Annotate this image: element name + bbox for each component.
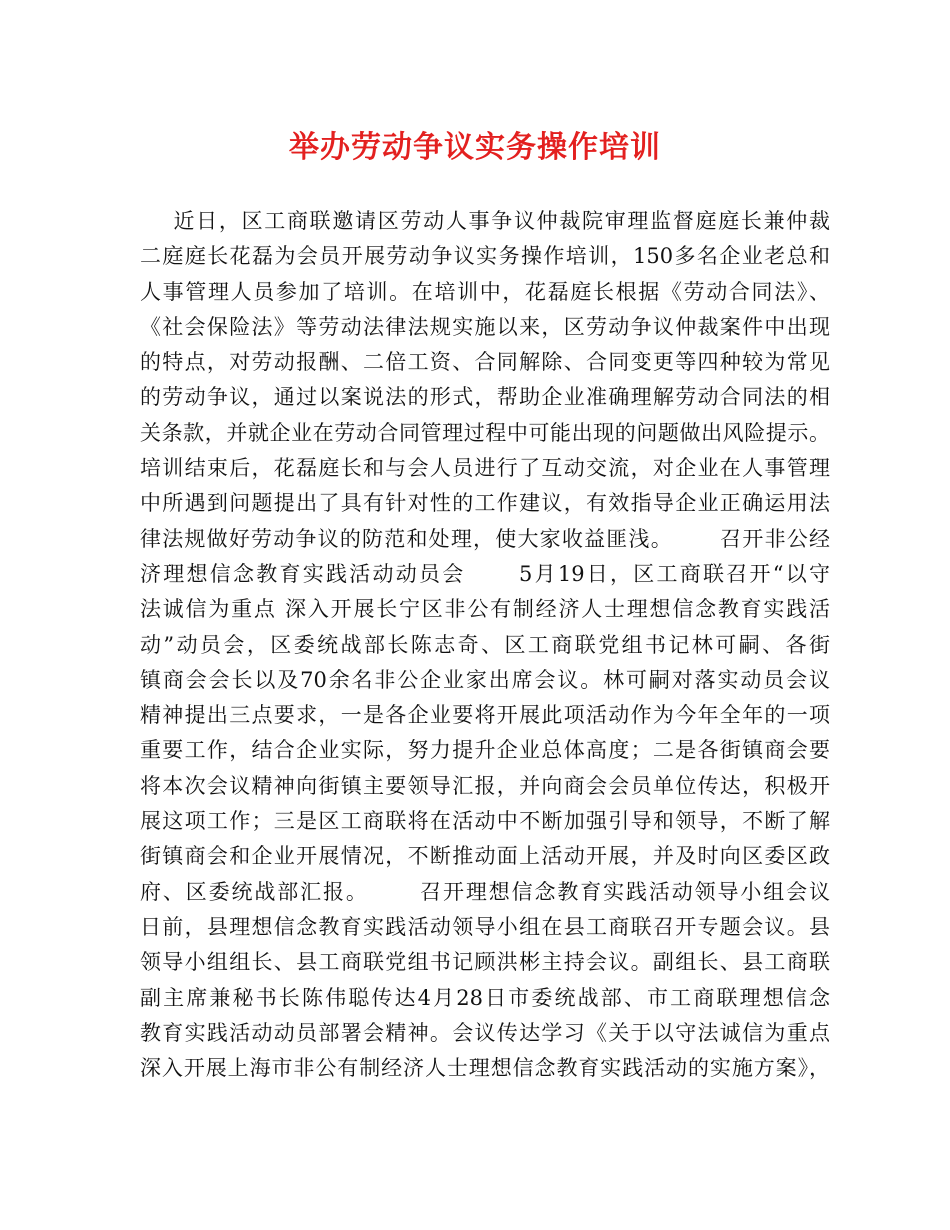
body-text-line: 府、区委统战部汇报。 召开理想信念教育实践活动领导小组会议 bbox=[140, 879, 830, 904]
body-text-line: 关条款，并就企业在劳动合同管理过程中可能出现的问题做出风险提示。 bbox=[140, 420, 830, 445]
body-text-line: 日前，县理想信念教育实践活动领导小组在县工商联召开专题会议。县 bbox=[140, 914, 830, 939]
body-text-line: 律法规做好劳动争议的防范和处理，使大家收益匪浅。 召开非公经 bbox=[140, 526, 830, 551]
document-body bbox=[140, 204, 830, 1086]
body-text-line: 济理想信念教育实践活动动员会 5月19日，区工商联召开“以守 bbox=[140, 561, 830, 586]
body-text-line: 教育实践活动动员部署会精神。会议传达学习《关于以守法诚信为重点 bbox=[140, 1020, 830, 1045]
body-text-line: 法诚信为重点 深入开展长宁区非公有制经济人士理想信念教育实践活 bbox=[140, 597, 830, 622]
body-text-line: 动”动员会，区委统战部长陈志奇、区工商联党组书记林可嗣、各街 bbox=[140, 632, 830, 657]
body-text-line: 副主席兼秘书长陈伟聪传达4月28日市委统战部、市工商联理想信念 bbox=[140, 985, 830, 1010]
body-text-line: 深入开展上海市非公有制经济人士理想信念教育实践活动的实施方案》， bbox=[140, 1056, 830, 1081]
body-text-line: 镇商会会长以及70余名非公企业家出席会议。林可嗣对落实动员会议 bbox=[140, 667, 830, 692]
body-text-line: 近日，区工商联邀请区劳动人事争议仲裁院审理监督庭庭长兼仲裁 bbox=[140, 209, 830, 233]
body-text-line: 将本次会议精神向街镇主要领导汇报，并向商会会员单位传达，积极开 bbox=[140, 773, 830, 798]
body-text-line: 的特点，对劳动报酬、二倍工资、合同解除、合同变更等四种较为常见 bbox=[140, 350, 830, 375]
body-text-line: 街镇商会和企业开展情况，不断推动面上活动开展，并及时向区委区政 bbox=[140, 844, 830, 869]
body-text-line: 培训结束后，花磊庭长和与会人员进行了互动交流，对企业在人事管理 bbox=[140, 456, 830, 481]
body-text-line: 中所遇到问题提出了具有针对性的工作建议，有效指导企业正确运用法 bbox=[140, 491, 830, 516]
body-text-line: 《社会保险法》等劳动法律法规实施以来，区劳动争议仲裁案件中出现 bbox=[140, 314, 830, 339]
body-text-line: 二庭庭长花磊为会员开展劳动争议实务操作培训，150多名企业老总和 bbox=[140, 244, 830, 269]
body-text-line: 重要工作，结合企业实际，努力提升企业总体高度；二是各街镇商会要 bbox=[140, 738, 830, 763]
document-title: 举办劳动争议实务操作培训 bbox=[289, 130, 661, 165]
body-text-line: 展这项工作；三是区工商联将在活动中不断加强引导和领导，不断了解 bbox=[140, 809, 830, 834]
body-text-line: 领导小组组长、县工商联党组书记顾洪彬主持会议。副组长、县工商联 bbox=[140, 950, 830, 975]
body-text-line: 精神提出三点要求，一是各企业要将开展此项活动作为今年全年的一项 bbox=[140, 703, 830, 728]
body-text-line: 人事管理人员参加了培训。在培训中，花磊庭长根据《劳动合同法》、 bbox=[140, 279, 830, 304]
body-text-line: 的劳动争议，通过以案说法的形式，帮助企业准确理解劳动合同法的相 bbox=[140, 385, 830, 410]
